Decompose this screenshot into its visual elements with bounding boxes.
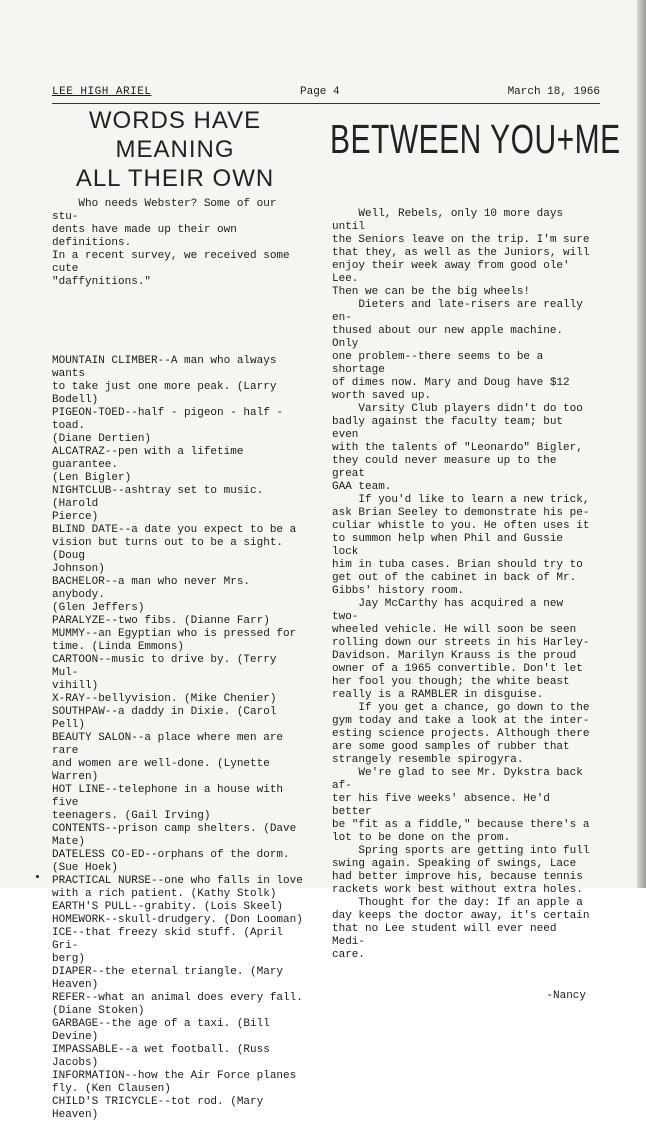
column-paragraph: If you'd like to learn a new trick, ask Brian Seeley to demonstrate his pe- culiar whistle to you. He often uses it to summon help when Phil and Gussie lock him in tuba cases. Brian should try to get out of the cabinet in back of Mr. Gibbs' history room. — [332, 494, 590, 597]
definition-entry: BACHELOR--a man who never Mrs. anybody. (Glen Jeffers) — [52, 576, 251, 614]
definition-entry: PARALYZE--two fibs. (Dianne Farr) — [52, 615, 270, 627]
column-paragraph: Jay McCarthy has acquired a new two- wheeled vehicle. He will soon be seen rolling down our streets in his Harley- Davidson. Marilyn Krauss is the proud owner of a 1965 convertible. Don't let her fool you though; the white beast really is a RAMBLER in disguise. — [332, 598, 590, 701]
definition-entry: SOUTHPAW--a daddy in Dixie. (Carol Pell) — [52, 706, 284, 731]
definition-entry: EARTH'S PULL--grabity. (Lois Skeel) — [52, 901, 284, 913]
definition-entry: HOT LINE--telephone in a house with five teenagers. (Gail Irving) — [52, 784, 284, 822]
definition-entry: CARTOON--music to drive by. (Terry Mul- vihill) — [52, 654, 277, 692]
column-paragraph: Dieters and late-risers are really en- thused about our new apple machine. Only one problem--there seems to be a shortage of dimes now. Mary and Doug have $12 worth saved up. — [332, 299, 583, 402]
column-paragraph: Thought for the day: If an apple a day keeps the doctor away, it's certain that no Lee student will ever need Medi- care. — [332, 897, 590, 961]
definition-entry: CHILD'S TRICYCLE--tot rod. (Mary Heaven) — [52, 1096, 270, 1121]
definition-entry: NIGHTCLUB--ashtray set to music. (Harold Pierce) — [52, 485, 264, 523]
column-paragraph: We're glad to see Mr. Dykstra back af- ter his five weeks' absence. He'd better be "fit as a fiddle," because there's a lot to be done on the prom. — [332, 767, 590, 844]
column-paragraph: Well, Rebels, only 10 more days until the Seniors leave on the trip. I'm sure that they, as well as the Juniors, will enjoy their week away from good ole' Lee. Then we can be the big wheels! — [332, 208, 590, 298]
definition-entry: MOUNTAIN CLIMBER--A man who always wants to take just one more peak. (Larry Bodell) — [52, 355, 277, 406]
definition-list — [52, 355, 308, 1122]
definition-entry: DATELESS CO-ED--orphans of the dorm. (Sue Hoek) — [52, 849, 290, 874]
definition-entry: DIAPER--the eternal triangle. (Mary Heaven) — [52, 966, 284, 991]
left-title-line-2: ALL THEIR OWN — [75, 165, 275, 192]
definition-entry: IMPASSABLE--a wet football. (Russ Jacobs) — [52, 1044, 277, 1069]
definition-entry: PRACTICAL NURSE--one who falls in love with a rich patient. (Kathy Stolk) — [52, 875, 303, 900]
definition-entry: BLIND DATE--a date you expect to be a vision but turns out to be a sight. (Doug Johnson) — [52, 524, 297, 575]
issue-date: March 18, 1966 — [507, 86, 600, 98]
left-title-line-1: WORDS HAVE MEANING — [88, 107, 262, 163]
page-number: Page 4 — [300, 86, 340, 98]
scan-shadow — [637, 0, 646, 888]
paper-speck — [36, 875, 39, 878]
definition-entry: ALCATRAZ--pen with a lifetime guarantee. (Len Bigler) — [52, 446, 244, 484]
column-paragraph: If you get a chance, go down to the gym today and take a look at the inter- esting science projects. Although there are some good samples of rubber that strangely resemble spirogyra. — [332, 702, 590, 766]
right-article-title: BETWEEN YOU+ME — [330, 118, 621, 163]
definition-entry: BEAUTY SALON--a place where men are rare and women are well-done. (Lynette Warren) — [52, 732, 284, 783]
spacer — [52, 315, 308, 329]
definition-entry: PIGEON-TOED--half - pigeon - half - toad. (Diane Dertien) — [52, 407, 284, 445]
definition-entry: MUMMY--an Egyptian who is pressed for time. (Linda Emmons) — [52, 628, 297, 653]
column-paragraph: Varsity Club players didn't do too badly against the faculty team; but even with the talents of "Leonardo" Bigler, they could never measure up to the great GAA team. — [332, 403, 583, 493]
column-paragraphs — [332, 208, 596, 962]
definition-entry: INFORMATION--how the Air Force planes fly. (Ken Clausen) — [52, 1070, 297, 1095]
definition-entry: HOMEWORK--skull-drudgery. (Don Looman) — [52, 914, 303, 926]
column-paragraph: Spring sports are getting into full swing again. Speaking of swings, Lace had better improve his, because tennis rackets work best without extra holes. — [332, 845, 590, 896]
left-article-intro: Who needs Webster? Some of our stu- dents have made up their own definitions. In a recent survey, we received some cute "daffynitions." — [52, 198, 290, 288]
definition-entry: ICE--that freezy skid stuff. (April Gri- berg) — [52, 927, 284, 965]
left-column — [52, 172, 308, 1148]
author-signature: -Nancy — [546, 990, 586, 1002]
page-header — [52, 84, 600, 102]
header-rule — [52, 103, 600, 104]
right-column — [332, 182, 596, 1029]
definition-entry: X-RAY--bellyvision. (Mike Chenier) — [52, 693, 277, 705]
publication-name: LEE HIGH ARIEL — [52, 86, 152, 98]
definition-entry: CONTENTS--prison camp shelters. (Dave Mate) — [52, 823, 297, 848]
definition-entry: GARBAGE--the age of a taxi. (Bill Devine) — [52, 1018, 277, 1043]
definition-entry: REFER--what an animal does every fall. (Diane Stoken) — [52, 992, 303, 1017]
